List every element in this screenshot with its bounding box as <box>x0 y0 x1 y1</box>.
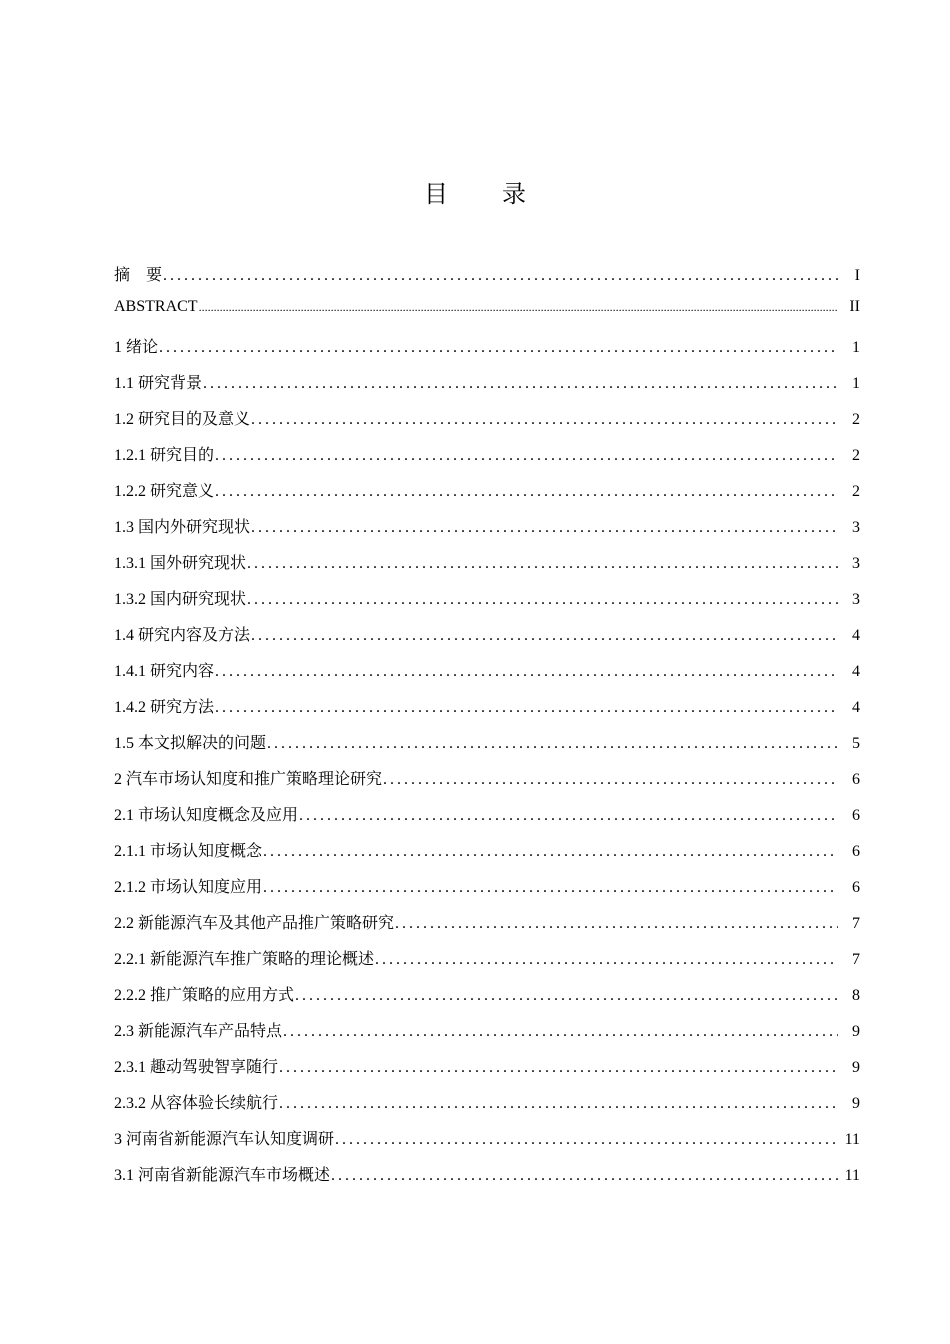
toc-entry[interactable] <box>114 550 860 586</box>
toc-entry-page: 4 <box>852 699 860 716</box>
toc-entry-page: 6 <box>852 879 860 896</box>
toc-entry[interactable] <box>114 406 860 442</box>
dot-leader <box>375 951 838 969</box>
dot-leader <box>283 1023 838 1041</box>
toc-entry-page: 6 <box>852 843 860 860</box>
toc-entry-label: 2.2 新能源汽车及其他产品推广策略研究 <box>114 915 395 932</box>
dot-leader <box>383 771 838 789</box>
table-of-contents <box>114 262 860 1198</box>
toc-entry[interactable] <box>114 478 860 514</box>
toc-entry[interactable] <box>114 874 860 910</box>
toc-entry-page: 11 <box>844 1131 860 1148</box>
toc-entry[interactable] <box>114 694 860 730</box>
toc-entry-page: 9 <box>852 1023 860 1040</box>
toc-entry-page: 2 <box>852 447 860 464</box>
dot-leader <box>279 1059 838 1077</box>
toc-entry-page: 6 <box>852 771 860 788</box>
toc-entry-label: 2.3 新能源汽车产品特点 <box>114 1023 283 1040</box>
toc-entry-page: 3 <box>852 555 860 572</box>
toc-entry-page: 4 <box>852 627 860 644</box>
toc-entry-label: 1.4.1 研究内容 <box>114 663 215 680</box>
dot-leader <box>263 843 838 861</box>
toc-entry[interactable] <box>114 622 860 658</box>
toc-entry[interactable] <box>114 910 860 946</box>
toc-entry-page: II <box>849 298 860 315</box>
toc-entry[interactable] <box>114 1126 860 1162</box>
toc-entry-label: 摘 要 <box>114 267 163 284</box>
toc-entry-label: 2 汽车市场认知度和推广策略理论研究 <box>114 771 383 788</box>
toc-entry-page: 9 <box>852 1059 860 1076</box>
dot-leader <box>163 267 842 285</box>
dot-leader <box>215 699 838 717</box>
toc-entry[interactable] <box>114 334 860 370</box>
toc-entry-label: 1.3.2 国内研究现状 <box>114 591 247 608</box>
toc-entry-label: 3.1 河南省新能源汽车市场概述 <box>114 1167 331 1184</box>
toc-entry[interactable] <box>114 658 860 694</box>
toc-entry-page: 8 <box>852 987 860 1004</box>
dot-leader <box>203 375 838 393</box>
toc-entry-page: 7 <box>852 915 860 932</box>
toc-entry-page: 7 <box>852 951 860 968</box>
page-title: 目 录 <box>424 182 550 208</box>
dot-leader <box>395 915 838 933</box>
dot-leader <box>159 339 838 357</box>
toc-entry-page: 3 <box>852 591 860 608</box>
toc-entry-label: 1.3.1 国外研究现状 <box>114 555 247 572</box>
dot-leader <box>251 519 838 537</box>
toc-entry[interactable] <box>114 586 860 622</box>
toc-entry-page: 5 <box>852 735 860 752</box>
toc-entry[interactable] <box>114 370 860 406</box>
toc-entry-page: I <box>854 267 860 284</box>
toc-entry-label: 1.2 研究目的及意义 <box>114 411 251 428</box>
toc-entry-label: ABSTRACT <box>114 298 198 315</box>
dot-leader <box>295 987 838 1005</box>
toc-entry-label: 2.2.1 新能源汽车推广策略的理论概述 <box>114 951 375 968</box>
toc-entry-label: 1.5 本文拟解决的问题 <box>114 735 267 752</box>
dot-leader <box>215 447 838 465</box>
dot-leader <box>199 300 838 315</box>
toc-entry-label: 1.2.1 研究目的 <box>114 447 215 464</box>
toc-entry-page: 2 <box>852 483 860 500</box>
dot-leader <box>335 1131 838 1149</box>
toc-entry-page: 1 <box>852 375 860 392</box>
dot-leader <box>267 735 838 753</box>
toc-entry-label: 1.3 国内外研究现状 <box>114 519 251 536</box>
toc-entry-abstract-cn[interactable] <box>114 262 860 298</box>
toc-entry[interactable] <box>114 514 860 550</box>
toc-entry-label: 2.1.2 市场认知度应用 <box>114 879 263 896</box>
toc-entry[interactable] <box>114 766 860 802</box>
toc-entry-label: 1.2.2 研究意义 <box>114 483 215 500</box>
toc-entry-page: 2 <box>852 411 860 428</box>
toc-entry-page: 11 <box>844 1167 860 1184</box>
toc-entry-page: 4 <box>852 663 860 680</box>
dot-leader <box>247 555 838 573</box>
toc-entry-label: 2.2.2 推广策略的应用方式 <box>114 987 295 1004</box>
toc-entry-label: 2.1.1 市场认知度概念 <box>114 843 263 860</box>
toc-entry[interactable] <box>114 1018 860 1054</box>
toc-entry-label: 2.3.1 趣动驾驶智享随行 <box>114 1059 279 1076</box>
dot-leader <box>299 807 838 825</box>
dot-leader <box>331 1167 838 1185</box>
toc-entry-page: 1 <box>852 339 860 356</box>
dot-leader <box>215 663 838 681</box>
toc-entry[interactable] <box>114 802 860 838</box>
toc-entry-label: 1.1 研究背景 <box>114 375 203 392</box>
toc-entry-label: 2.1 市场认知度概念及应用 <box>114 807 299 824</box>
dot-leader <box>263 879 838 897</box>
toc-entry[interactable] <box>114 1162 860 1198</box>
toc-entry-label: 1.4 研究内容及方法 <box>114 627 251 644</box>
toc-entry-page: 6 <box>852 807 860 824</box>
toc-entry[interactable] <box>114 1054 860 1090</box>
toc-entry[interactable] <box>114 442 860 478</box>
toc-entry[interactable] <box>114 946 860 982</box>
dot-leader <box>251 627 838 645</box>
toc-entry-page: 3 <box>852 519 860 536</box>
toc-entry-label: 1 绪论 <box>114 339 159 356</box>
toc-entry-label: 3 河南省新能源汽车认知度调研 <box>114 1131 335 1148</box>
toc-entry-page: 9 <box>852 1095 860 1112</box>
toc-entry[interactable] <box>114 730 860 766</box>
toc-entry-abstract-en[interactable] <box>114 298 860 334</box>
toc-entry[interactable] <box>114 982 860 1018</box>
dot-leader <box>247 591 838 609</box>
toc-entry[interactable] <box>114 838 860 874</box>
dot-leader <box>215 483 838 501</box>
dot-leader <box>279 1095 838 1113</box>
dot-leader <box>251 411 838 429</box>
toc-entry-label: 1.4.2 研究方法 <box>114 699 215 716</box>
toc-entry[interactable] <box>114 1090 860 1126</box>
toc-entry-label: 2.3.2 从容体验长续航行 <box>114 1095 279 1112</box>
